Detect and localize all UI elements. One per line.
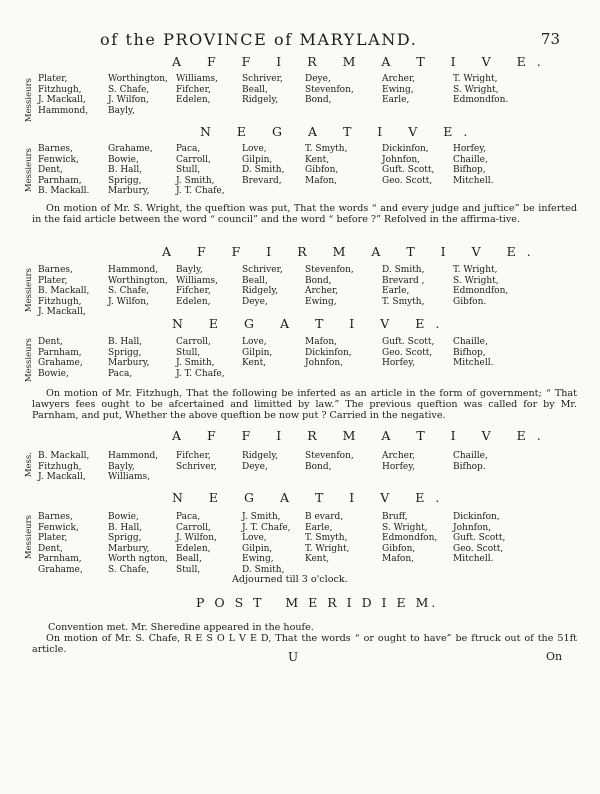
name-column [108,74,168,116]
messieurs-label: Messieurs [24,515,34,560]
member-name: Love, [242,144,267,154]
member-name: Archer, [382,451,416,461]
name-column [305,451,354,472]
messieurs-label: Messieurs [24,268,34,313]
motion-paragraph: On motion of Mr. S. Wright, the queftion was put, That the words “ and every judge and juftice” be inferted in the faid article between the word “ council” and the word “ before ?” Refolved in the affirma-tive. [32,203,577,226]
member-name: B. Hall, [108,165,143,176]
member-name: Horfey, [382,461,415,472]
member-name: S. Wright, [453,84,499,95]
member-name: Schriver, [242,265,283,275]
member-name: Bifhop, [453,165,486,176]
member-name: Paca, [176,144,201,154]
member-name: Deye, [242,296,268,307]
vote2-negative-heading: N E G A T I V E. [172,316,451,331]
member-name: S. Wright, [453,275,499,286]
name-column [176,512,217,576]
member-name: Fenwick, [38,154,79,165]
member-name: J. Mackall, [38,307,86,318]
post-meridiem-heading: P O S T M E R I D I E M. [196,595,439,610]
messieurs-label: Messieurs [24,338,34,383]
name-column [382,74,415,106]
name-column [382,451,415,472]
member-name: T. Wright, [453,74,498,84]
member-name: Horfey, [382,358,415,369]
member-name: Earle, [382,286,410,297]
member-name: Marbury, [108,186,150,197]
member-name: Chaille, [453,451,488,461]
member-name: Worth ngton, [108,554,168,565]
member-name: S. Chafe, [108,286,150,297]
name-column [242,74,283,106]
member-name: Edmondfon, [453,286,509,297]
name-column [453,265,508,307]
name-column [108,512,168,576]
member-name: Guft. Scott, [382,337,435,347]
member-name: Ewing, [242,554,274,565]
member-name: T. Smyth, [305,144,348,154]
member-name: Worthington, [108,275,168,286]
name-column [38,451,89,483]
member-name: Horfey, [453,144,486,154]
member-name: Kent, [305,554,330,565]
name-column [382,144,434,186]
member-name: Guft. Scott, [453,533,506,544]
member-name: Barnes, [38,512,73,522]
name-column [242,144,284,186]
member-name: B evard, [305,512,344,522]
member-name: Worthington, [108,74,168,84]
name-column [382,337,434,369]
member-name: Geo. Scott, [382,347,433,358]
member-name: T. Wright, [453,265,498,275]
member-name: Ewing, [305,296,337,307]
name-column [305,144,347,186]
catchword: On [546,650,563,663]
member-name: Carroll, [176,154,211,165]
member-name: Stull, [176,564,201,575]
signature-mark: U [288,650,299,664]
motion-paragraph: On motion of Mr. S. Chafe, R E S O L V E D, That the words “ or ought to have” be ftruck out of the 51ft article. [32,633,577,656]
motion-paragraph: On motion of Mr. Fitzhugh, That the following be inferted as an article in the form of government; “ That lawyers fees ought to be afcertained and limitted by law.” The previous queftion was called for by Mr. Parnham, and put, Whether the above queftion be now put ? Carried in the negative. [32,388,577,422]
convention-met-line: Convention met. Mr. Sheredine appeared in the houfe. [48,622,314,633]
member-name: Gibfon, [305,165,339,176]
page-number: 73 [540,30,560,48]
member-name: Hammond, [38,105,89,116]
member-name: Bond, [305,95,332,106]
name-column [176,74,218,106]
member-name: T. Wright, [305,543,350,554]
vote1-affirmative-heading: A F F I R M A T I V E. [172,54,552,69]
member-name: Edelen, [176,543,211,554]
member-name: Sprigg, [108,347,142,358]
member-name: J. Mackall, [38,472,86,483]
member-name: Stevenfon, [305,265,354,275]
member-name: B. Hall, [108,522,143,533]
name-column [38,512,83,576]
vote2-affirmative-heading: A F F I R M A T I V E. [162,244,542,259]
member-name: Plater, [38,74,68,84]
member-name: Dickinfon, [382,144,429,154]
member-name: Marbury, [108,543,150,554]
name-column [453,451,488,472]
member-name: Paca, [176,512,201,522]
member-name: Stull, [176,165,201,176]
name-column [108,451,158,483]
name-column [176,451,217,472]
member-name: J. Smith, [242,512,281,522]
member-name: Archer, [305,286,339,297]
member-name: T. Smyth, [382,296,425,307]
member-name: Williams, [176,275,218,286]
member-name: J. T. Chafe, [242,522,291,533]
page-header [100,30,560,54]
member-name: Brevard, [242,175,282,186]
member-name: Fitzhugh, [38,296,82,307]
member-name: S. Chafe, [108,564,150,575]
member-name: Sprigg, [108,175,142,186]
member-name: Edmondfon, [382,533,438,544]
member-name: Bowie, [108,512,139,522]
member-name: Schriver, [176,461,217,472]
member-name: Mitchell. [453,175,494,186]
member-name: Stevenfon, [305,451,354,461]
name-column [382,512,437,565]
member-name: Gilpin, [242,543,273,554]
member-name: Edelen, [176,95,211,106]
member-name: Bruff, [382,512,408,522]
member-name: B. Mackall, [38,286,90,297]
name-column [38,265,89,318]
name-column [38,144,89,197]
member-name: Dent, [38,165,63,176]
member-name: Gibfon. [453,296,487,307]
member-name: Chaille, [453,337,488,347]
name-column [38,337,83,379]
name-column [305,512,349,565]
member-name: Brevard , [382,275,425,286]
name-column [453,144,494,186]
member-name: J. Wilfon, [176,533,217,544]
member-name: Dent, [38,543,63,554]
name-column [242,265,283,307]
name-column [242,451,278,472]
member-name: Parnham, [38,554,82,565]
member-name: Carroll, [176,337,211,347]
member-name: Mitchell. [453,358,494,369]
name-column [453,74,508,106]
member-name: Gibfon, [382,543,416,554]
member-name: Johnfon, [305,358,344,369]
name-column [242,337,272,369]
name-column [176,265,218,307]
member-name: B. Mackall, [38,451,90,461]
name-column [38,74,88,116]
member-name: Love, [242,337,267,347]
member-name: D. Smith, [242,564,285,575]
member-name: Chaille, [453,154,488,165]
name-column [108,265,168,307]
member-name: Bayly, [108,461,135,472]
member-name: Deye, [305,74,331,84]
name-column [382,265,424,307]
member-name: Geo. Scott, [382,175,433,186]
name-column [305,74,354,106]
member-name: D. Smith, [382,265,425,275]
member-name: Parnham, [38,347,82,358]
member-name: Fitzhugh, [38,84,82,95]
member-name: Fifcher, [176,451,211,461]
member-name: Fifcher, [176,286,211,297]
name-column [305,337,352,369]
member-name: Gilpin, [242,154,273,165]
member-name: D. Smith, [242,165,285,176]
member-name: Bifhop. [453,461,486,472]
name-column [453,512,505,565]
messieurs-label: Messieurs [24,148,34,193]
member-name: S. Wright, [382,522,428,533]
member-name: Williams, [176,74,218,84]
name-column [108,337,150,379]
member-name: Parnham, [38,175,82,186]
member-name: Guft. Scott, [382,165,435,176]
member-name: Ridgely, [242,451,279,461]
member-name: Geo. Scott, [453,543,504,554]
adjourned-note: Adjourned till 3 o'clock. [232,574,348,585]
member-name: B. Mackall. [38,186,90,197]
member-name: Bond, [305,461,332,472]
member-name: Gilpin, [242,347,273,358]
member-name: Schriver, [242,74,283,84]
member-name: Bond, [305,275,332,286]
member-name: B. Hall, [108,337,143,347]
messieurs-label: Messieurs [24,78,34,123]
member-name: Deye, [242,461,268,472]
name-column [176,337,225,379]
member-name: Paca, [108,368,133,379]
member-name: J. Wilfon, [108,296,149,307]
member-name: Grahame, [108,144,153,154]
member-name: Hammond, [108,451,159,461]
member-name: Bowie, [108,154,139,165]
member-name: Mitchell. [453,554,494,565]
member-name: Love, [242,533,267,544]
name-column [108,144,153,197]
member-name: Kent, [305,154,330,165]
name-column [305,265,354,307]
member-name: Sprigg, [108,533,142,544]
member-name: Edelen, [176,296,211,307]
member-name: Ewing, [382,84,414,95]
member-name: Fitzhugh, [38,461,82,472]
member-name: T. Smyth, [305,533,348,544]
member-name: J. T. Chafe, [176,186,225,197]
member-name: J. T. Chafe, [176,368,225,379]
member-name: Barnes, [38,265,73,275]
member-name: Bayly, [108,105,135,116]
member-name: Bifhop, [453,347,486,358]
member-name: Barnes, [38,144,73,154]
member-name: Dickinfon, [453,512,500,522]
member-name: Grahame, [38,358,83,369]
vote3-negative-heading: N E G A T I V E. [172,490,451,505]
vote3-affirmative-heading: A F F I R M A T I V E. [172,428,552,443]
member-name: Kent, [242,358,267,369]
member-name: Dickinfon, [305,347,352,358]
member-name: Bowie, [38,368,69,379]
member-name: J. Wilfon, [108,95,149,106]
member-name: Beall, [242,84,268,95]
member-name: Mafon, [305,175,337,186]
member-name: Ridgely, [242,286,279,297]
member-name: Marbury, [108,358,150,369]
member-name: Hammond, [108,265,159,275]
member-name: Beall, [176,554,202,565]
running-title: of the PROVINCE of MARYLAND. [100,30,418,49]
member-name: J. Smith, [176,175,215,186]
member-name: Earle, [305,522,333,533]
member-name: Mafon, [382,554,414,565]
messieurs-short-label: Mess. [24,452,34,478]
member-name: Beall, [242,275,268,286]
member-name: Grahame, [38,564,83,575]
member-name: Earle, [382,95,410,106]
member-name: J. Mackall, [38,95,86,106]
member-name: Fenwick, [38,522,79,533]
member-name: Mafon, [305,337,337,347]
name-column [176,144,225,197]
member-name: S. Chafe, [108,84,150,95]
member-name: Bayly, [176,265,203,275]
member-name: Williams, [108,472,150,483]
member-name: Archer, [382,74,416,84]
name-column [242,512,291,576]
member-name: Dent, [38,337,63,347]
member-name: Johnfon, [453,522,492,533]
member-name: Plater, [38,533,68,544]
member-name: Edmondfon. [453,95,509,106]
member-name: Johnfon, [382,154,421,165]
member-name: Ridgely, [242,95,279,106]
member-name: Stull, [176,347,201,358]
member-name: Plater, [38,275,68,286]
member-name: Carroll, [176,522,211,533]
member-name: Fifcher, [176,84,211,95]
vote1-negative-heading: N E G A T I V E. [200,124,479,139]
member-name: Stevenfon, [305,84,354,95]
member-name: J. Smith, [176,358,215,369]
name-column [453,337,494,369]
